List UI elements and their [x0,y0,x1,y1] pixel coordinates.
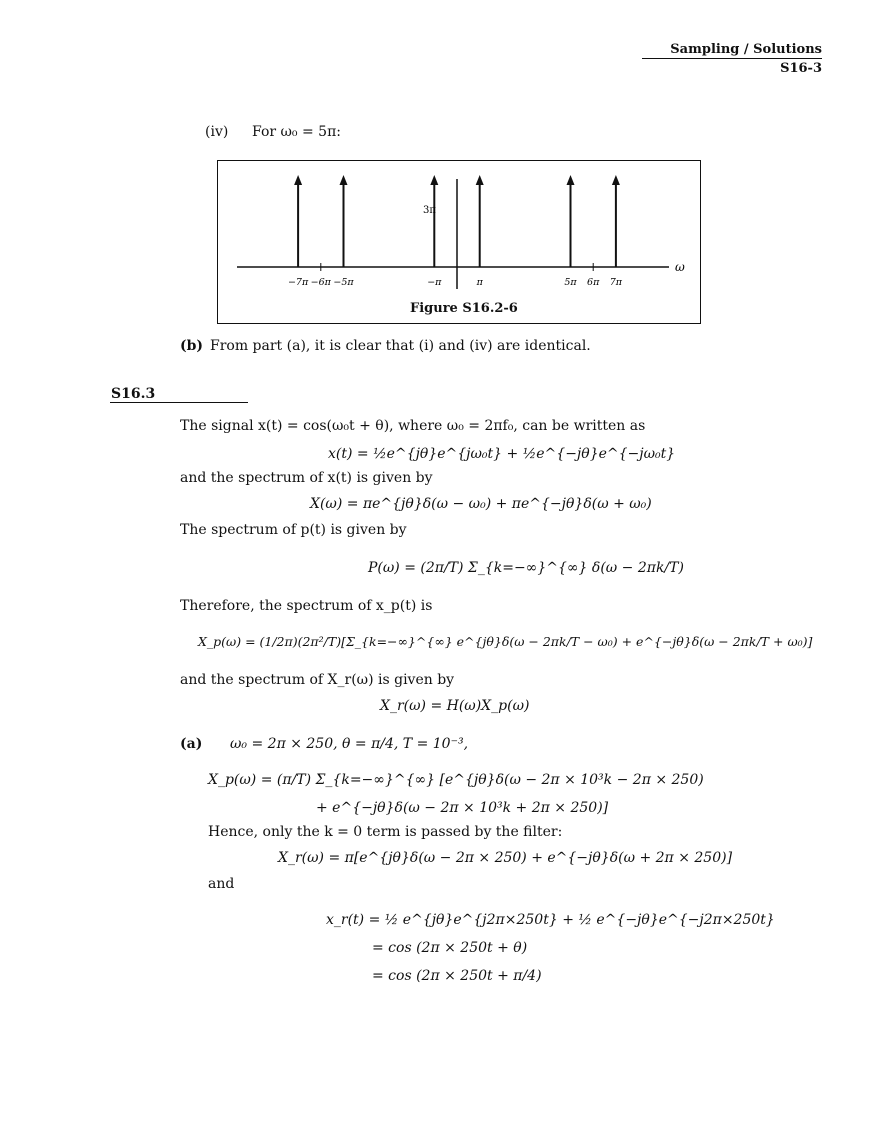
equation-Xp: X_p(ω) = (1/2π)(2π²/T)[Σ_{k=−∞}^{∞} e^{jθ}δ(ω − 2πk/T − ω₀) + e^{−jθ}δ(ω − 2πk/T + ω₀)] [198,634,813,649]
equation-a2: + e^{−jθ}δ(ω − 2π × 10³k + 2π × 250)] [316,800,609,816]
equation-a1: X_p(ω) = (π/T) Σ_{k=−∞}^{∞} [e^{jθ}δ(ω − 2π × 10³k − 2π × 250) [208,772,704,788]
impulse-arrowhead [340,175,348,185]
impulse-arrowhead [567,175,575,185]
tick-label: −π [427,277,442,288]
part-a-params: ω₀ = 2π × 250, θ = π/4, T = 10⁻³, [230,736,469,752]
omega-axis-label: ω [675,260,685,274]
impulse-spectrum-figure [217,160,699,322]
part-iv-label: (iv) [205,124,229,140]
section-rule [110,402,248,403]
tick-label: −5π [333,277,354,288]
impulse-arrowhead [430,175,438,185]
equation-a4: x_r(t) = ½ e^{jθ}e^{j2π×250t} + ½ e^{−jθ}e^{−j2π×250t} [326,912,775,928]
equation-Xw: X(ω) = πe^{jθ}δ(ω − ω₀) + πe^{−jθ}δ(ω + ω₀) [310,496,652,512]
impulse-height-label: 3π [423,205,436,216]
spectrum-x-intro: and the spectrum of x(t) is given by [180,470,433,486]
equation-Pw: P(ω) = (2π/T) Σ_{k=−∞}^{∞} δ(ω − 2πk/T) [368,560,684,576]
equation-a5: = cos (2π × 250t + θ) [372,940,528,956]
page-number: S16-3 [780,61,822,76]
tick-label: 7π [609,277,623,288]
equation-a3: X_r(ω) = π[e^{jθ}δ(ω − 2π × 250) + e^{−jθ}δ(ω + 2π × 250)] [278,850,733,866]
spectrum-p-intro: The spectrum of p(t) is given by [180,522,407,538]
s163-intro: The signal x(t) = cos(ω₀t + θ), where ω₀ = 2πf₀, can be written as [180,418,646,434]
running-header-section: Sampling / Solutions [670,42,822,57]
part-a-label: (a) [180,736,203,752]
spectrum-xp-intro: Therefore, the spectrum of x_p(t) is [180,598,433,614]
tick-label: −6π [310,277,331,288]
header-rule [642,58,822,59]
tick-label: −7π [287,277,309,288]
and-text: and [208,876,235,892]
section-title: S16.3 [111,386,156,402]
impulse-arrowhead [294,175,302,185]
spectrum-xr-intro: and the spectrum of X_r(ω) is given by [180,672,455,688]
part-iv-text: For ω₀ = 5π: [252,124,342,140]
part-b-label: (b) [180,338,204,354]
hence-text: Hence, only the k = 0 term is passed by the filter: [208,824,563,840]
equation-Xr: X_r(ω) = H(ω)X_p(ω) [380,698,530,714]
tick-label: 6π [587,277,600,288]
impulse-arrowhead [612,175,620,185]
equation-a6: = cos (2π × 250t + π/4) [372,968,542,984]
part-b-text: From part (a), it is clear that (i) and (iv) are identical. [210,338,591,354]
impulse-arrowhead [476,175,484,185]
equation-xt: x(t) = ½e^{jθ}e^{jω₀t} + ½e^{−jθ}e^{−jω₀t} [328,446,676,462]
tick-label: π [476,277,483,288]
tick-label: 5π [564,277,577,288]
figure-caption: Figure S16.2-6 [410,301,518,316]
